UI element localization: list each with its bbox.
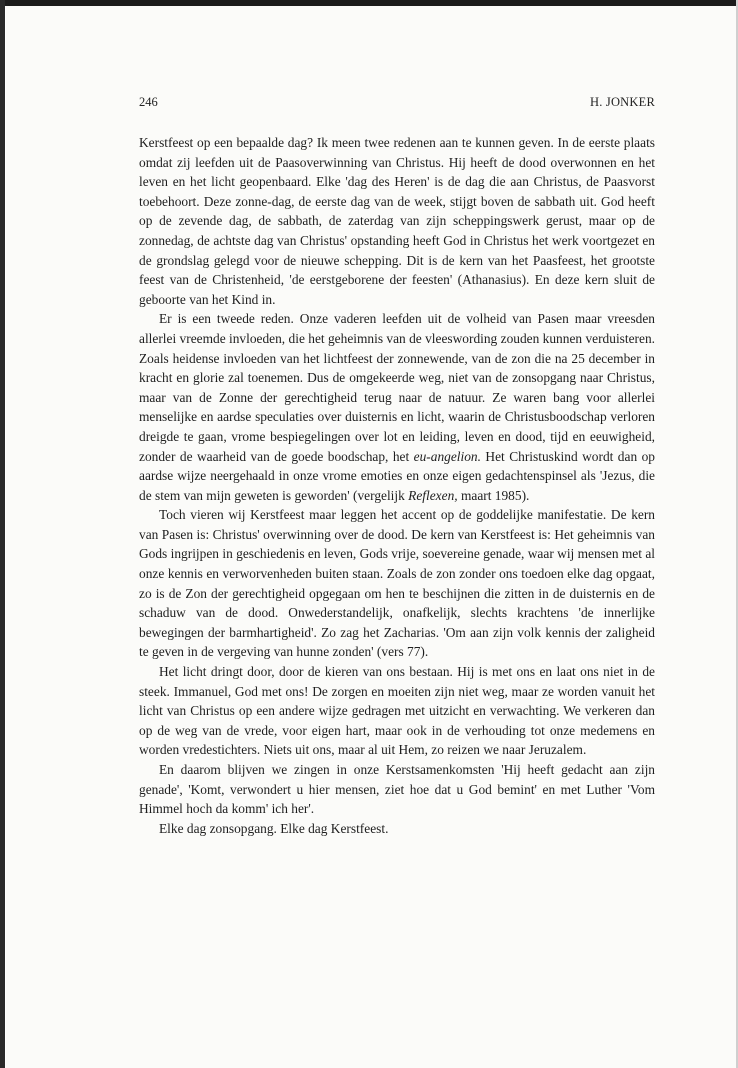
running-head-author: H. JONKER [590,95,655,109]
running-head [139,95,655,113]
paragraph-4 [139,662,655,760]
paragraph-3 [139,505,655,662]
paragraph-6 [139,819,655,839]
paragraph-2-text-b: Het Christuskind wordt dan op aardse wijze neergehaald in onze vrome emoties en onze eigen gedachtenspinsel als 'Jezus, die de stem van mijn geweten is geworden' (vergelijk [139,448,655,503]
italic-reflexen: Reflexen, [408,487,458,503]
italic-eu-angelion: eu-angelion. [413,448,481,464]
paragraph-5-text: En daarom blijven we zingen in onze Kerstsamenkomsten 'Hij heeft gedacht aan zijn genade', 'Komt, verwondert u hier mensen, ziet hoe dat u God bemint' en met Luther 'Vom Himmel hoch da komm' ich her'. [139,762,655,817]
paragraph-4-text: Het licht dringt door, door de kieren van ons bestaan. Hij is met ons en laat ons niet in de steek. Immanuel, God met ons! De zorgen en moeiten zijn niet weg, maar ze worden vanuit het licht van Christus op een andere wijze gedragen met uitzicht en verwachting. We verkeren dan op de weg van de vrede, voor eigen hart, maar ook in de verhouding tot onze medemens en worden vredestichters. Niets uit ons, maar al uit Hem, zo reizen we naar Jeruzalem. [139,664,655,758]
scan-border-left [0,0,5,1068]
paragraph-1-text: Kerstfeest op een bepaalde dag? Ik meen twee redenen aan te kunnen geven. In de eerste plaats omdat zij leefden uit de Paasoverwinning van Christus. Hij heeft de dood overwonnen en het leven en het licht geopenbaard. Elke 'dag des Heren' is de dag die aan Christus, de Paasvorst toebehoort. Deze zonne-dag, de eerste dag van de week, stijgt boven de sabbath uit. God heeft op de zevende dag, de sabbath, de zaterdag van zijn scheppingswerk gerust, maar op de zonnedag, de achtste dag van Christus' opstanding heeft God in Christus het werk voortgezet en de grondslag gelegd voor de nieuwe schepping. Dit is de kern van het Paasfeest, het grootste feest van de Christenheid, 'de eerstgeborene der feesten' (Athanasius). En deze kern sluit de geboorte van het Kind in. [139,135,655,307]
paragraph-2 [139,309,655,505]
page-number: 246 [139,95,158,109]
paragraph-2-text-c: maart 1985). [457,487,530,503]
paragraph-1 [139,133,655,309]
paragraph-5 [139,760,655,819]
paragraph-3-text: Toch vieren wij Kerstfeest maar leggen het accent op de goddelijke manifestatie. De kern van Pasen is: Christus' overwinning over de dood. De kern van Kerstfeest is: Het geheimnis van Gods ingrijpen in geschiedenis en leven, Gods vrije, soevereine genade, waar wij mensen met al onze kennis en verworvenheden buiten staan. Zoals de zon zonder ons toedoen elke dag opgaat, zo is de Zon der gerechtigheid opgegaan om hen te beschijnen die zitten in de duisternis en de schaduw van de dood. Onwederstandelijk, onafkelijk, slechts krachtens 'de innerlijke bewegingen der barmhartigheid'. Zo zag het Zacharias. 'Om aan zijn volk kennis der zaligheid te geven in de vergeving van hunne zonden' (vers 77). [139,507,655,660]
paragraph-2-text-a: Er is een tweede reden. Onze vaderen leefden uit de volheid van Pasen maar vreesden allerlei vreemde invloeden, die het geheimnis van de vleeswording zouden kunnen verduisteren. Zoals heidense invloeden van het lichtfeest der zonnewende, van de zon die na 25 december in kracht en glorie zal toenemen. Dus de omgekeerde weg, niet van de zonsopgang naar Christus, maar van de Zonne der gerechtigheid terug naar de natuur. Ze waren bang voor allerlei menselijke en aardse speculaties over duisternis en licht, waarin de Christusboodschap verloren dreigde te gaan, vrome bespiegelingen over lot en leiding, leven en dood, tijd en eeuwigheid, zonder de waarheid van de goede boodschap, het [139,311,655,464]
body-text [139,133,655,838]
paragraph-6-text: Elke dag zonsopgang. Elke dag Kerstfeest. [159,820,389,836]
